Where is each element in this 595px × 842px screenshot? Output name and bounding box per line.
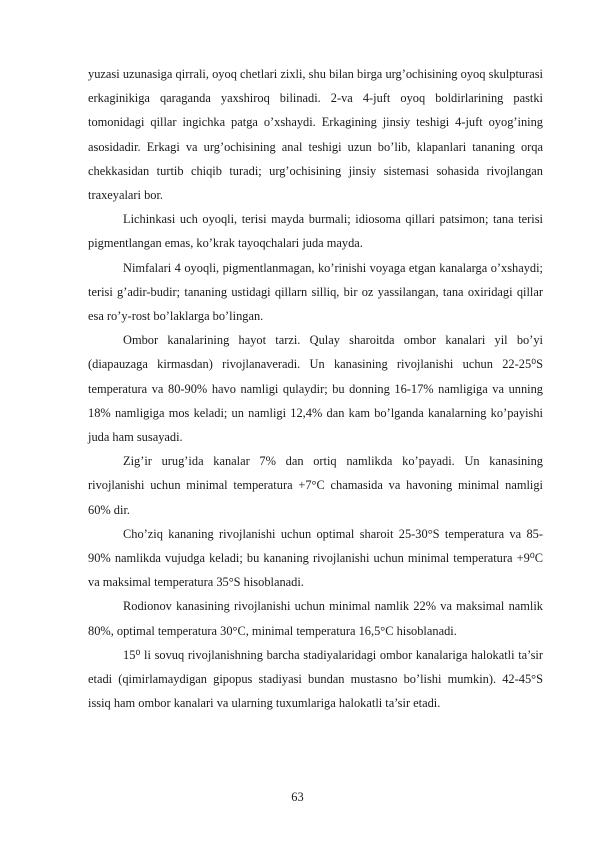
paragraph-elongated-mite: Cho’ziq kananing rivojlanishi uchun optimal sharoit 25-30°S temperatura va 85-90% namlikda vujudga keladi; bu kananing rivojlanishi uchun minimal temperatura +9⁰C va maksimal temperatura 35°S hisoblanadi. xyxy=(88,526,543,590)
page-number: 63 xyxy=(291,790,304,804)
paragraph-continuation: yuzasi uzunasiga qirrali, oyoq chetlari zixli, shu bilan birga urg’ochisining oyoq skulpturasi erkaginikiga qaraganda yaxshiroq bilinadi. 2-va 4-juft oyoq boldirlarining pastki tomonidagi qillar ingichka patga o’xshaydi. Erkagining jinsiy teshigi 4-juft oyog’ining asosidadir. Erkagi va urg’ochisining anal teshigi uzun bo’lib, klapanlari tananing orqa chekkasidan turtib chiqib turadi; urg’ochisining jinsiy sistemasi sohasida rivojlangan traxeyalari bor. xyxy=(88,67,543,203)
paragraph-larva: Lichinkasi uch oyoqli, terisi mayda burmali; idiosoma qillari patsimon; tana terisi pigmentlangan emas, ko’krak tayoqchalari juda mayda. xyxy=(88,212,543,251)
paragraph-nymph: Nimfalari 4 oyoqli, pigmentlanmagan, ko’rinishi voyaga etgan kanalarga o’xshaydi; terisi g’adir-budir; tananing ustidagi qillarn silliq, bir oz yassilangan, tana oxiridagi qillar esa ro’y-rost bo’laklarga bo’lingan. xyxy=(88,260,543,324)
paragraph-cold-effect: 15⁰ li sovuq rivojlanishning barcha stadiyalaridagi ombor kanalariga halokatli ta’sir etadi (qimirlamaydigan gipopus stadiyasi bundan mustasno bo’lishi mumkin). 42-45°S issiq ham ombor kanalari va ularning tuxumlariga halokatli ta’sir etadi. xyxy=(88,647,543,711)
paragraph-rodionov-mite: Rodionov kanasining rivojlanishi uchun minimal namlik 22% va maksimal namlik 80%, optimal temperatura 30°C, minimal temperatura 16,5°C hisoblanadi. xyxy=(88,599,543,638)
document-body xyxy=(88,62,543,715)
paragraph-lifestyle: Ombor kanalarining hayot tarzi. Qulay sharoitda ombor kanalari yil bo’yi (diapauzaga kirmasdan) rivojlanaveradi. Un kanasining rivojlanishi uchun 22-25⁰S temperatura va 80-90% havo namligi qulaydir; bu donning 16-17% namligiga va unning 18% namligiga mos keladi; un namligi 12,4% dan kam bo’lganda kanalarning ko’payishi juda ham susayadi. xyxy=(88,333,543,445)
paragraph-flax-seed: Zig’ir urug’ida kanalar 7% dan ortiq namlikda ko’payadi. Un kanasining rivojlanishi uchun minimal temperatura +7°C chamasida va havoning minimal namligi 60% dir. xyxy=(88,454,543,517)
